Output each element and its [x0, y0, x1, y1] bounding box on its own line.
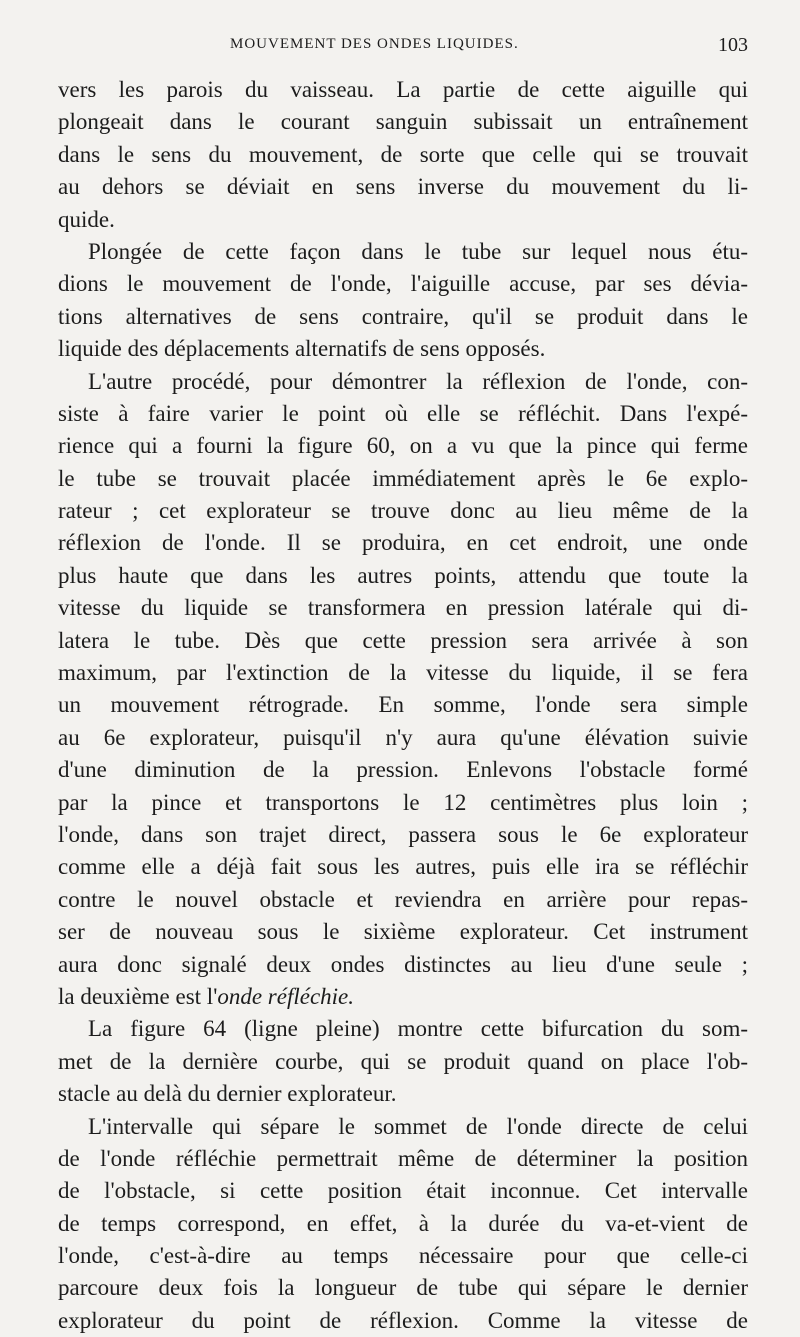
text-line: dions le mouvement de l'onde, l'aiguille accuse, par ses dévia-: [58, 271, 748, 297]
text-line: plus haute que dans les autres points, attendu que toute la: [58, 562, 748, 588]
text-line: comme elle a déjà fait sous les autres, puis elle ira se réfléchir: [58, 854, 748, 880]
paragraph-start-line: La figure 64 (ligne pleine) montre cette bifurcation du som-: [88, 1016, 748, 1042]
text-line: de l'onde réfléchie permettrait même de déterminer la position: [58, 1145, 748, 1171]
paragraph-start-line: L'intervalle qui sépare le sommet de l'onde directe de celui: [88, 1113, 748, 1139]
text-line: vers les parois du vaisseau. La partie de cette aiguille qui: [58, 77, 748, 102]
text-line: stacle au delà du dernier explorateur.: [58, 1081, 397, 1107]
text-line-with-italic: [58, 981, 748, 1013]
text-line: de temps correspond, en effet, à la durée du va-et-vient de: [58, 1210, 748, 1236]
text-line: rateur ; cet explorateur se trouve donc au lieu même de la: [58, 498, 748, 524]
text-line: un mouvement rétrograde. En somme, l'onde sera simple: [58, 692, 748, 718]
text-line: contre le nouvel obstacle et reviendra en arrière pour repas-: [58, 886, 748, 912]
text-line: dans le sens du mouvement, de sorte que celle qui se trouvait: [58, 141, 748, 167]
text-line: maximum, par l'extinction de la vitesse du liquide, il se fera: [58, 660, 748, 686]
text-line: plongeait dans le courant sanguin subissait un entraînement: [58, 109, 748, 135]
text-line: liquide des déplacements alternatifs de sens opposés.: [58, 336, 546, 362]
text-line: par la pince et transportons le 12 centimètres plus loin ;: [58, 789, 748, 815]
text-line: au dehors se déviait en sens inverse du mouvement du li-: [58, 174, 748, 200]
text-line: au 6e explorateur, puisqu'il n'y aura qu'une élévation suivie: [58, 724, 748, 750]
paragraph-start-line: Plongée de cette façon dans le tube sur lequel nous étu-: [88, 238, 748, 264]
text-line: met de la dernière courbe, qui se produit quand on place l'ob-: [58, 1048, 748, 1074]
text-line: de l'obstacle, si cette position était inconnue. Cet intervalle: [58, 1178, 748, 1204]
text-line: rience qui a fourni la figure 60, on a vu que la pince qui ferme: [58, 433, 748, 459]
text-line: tions alternatives de sens contraire, qu'il se produit dans le: [58, 303, 748, 329]
text-line: vitesse du liquide se transformera en pression latérale qui di-: [58, 595, 748, 621]
text-line: réflexion de l'onde. Il se produira, en cet endroit, une onde: [58, 530, 748, 556]
text-line: le tube se trouvait placée immédiatement après le 6e explo-: [58, 465, 748, 491]
running-title: MOUVEMENT DES ONDES LIQUIDES.: [230, 36, 519, 52]
line-prefix: la deuxième est l': [58, 983, 218, 1009]
paragraph-start-line: L'autre procédé, pour démontrer la réflexion de l'onde, con-: [88, 368, 748, 394]
page-number: 103: [718, 34, 748, 56]
text-line: quide.: [58, 206, 115, 232]
text-line: explorateur du point de réflexion. Comme la vitesse de: [58, 1307, 748, 1333]
text-line: siste à faire varier le point où elle se réfléchit. Dans l'expé-: [58, 400, 748, 426]
text-line: d'une diminution de la pression. Enlevons l'obstacle formé: [58, 757, 748, 783]
text-line: aura donc signalé deux ondes distinctes au lieu d'une seule ;: [58, 951, 748, 977]
text-line: ser de nouveau sous le sixième explorateur. Cet instrument: [58, 919, 748, 945]
italic-term: onde réfléchie.: [217, 983, 355, 1009]
page-header: [58, 34, 748, 58]
body-text: [58, 74, 748, 1337]
text-line: parcoure deux fois la longueur de tube qui sépare le dernier: [58, 1275, 748, 1301]
text-line: latera le tube. Dès que cette pression sera arrivée à son: [58, 627, 748, 653]
text-line: l'onde, dans son trajet direct, passera sous le 6e explorateur: [58, 821, 748, 847]
text-line: l'onde, c'est-à-dire au temps nécessaire pour que celle-ci: [58, 1243, 748, 1269]
